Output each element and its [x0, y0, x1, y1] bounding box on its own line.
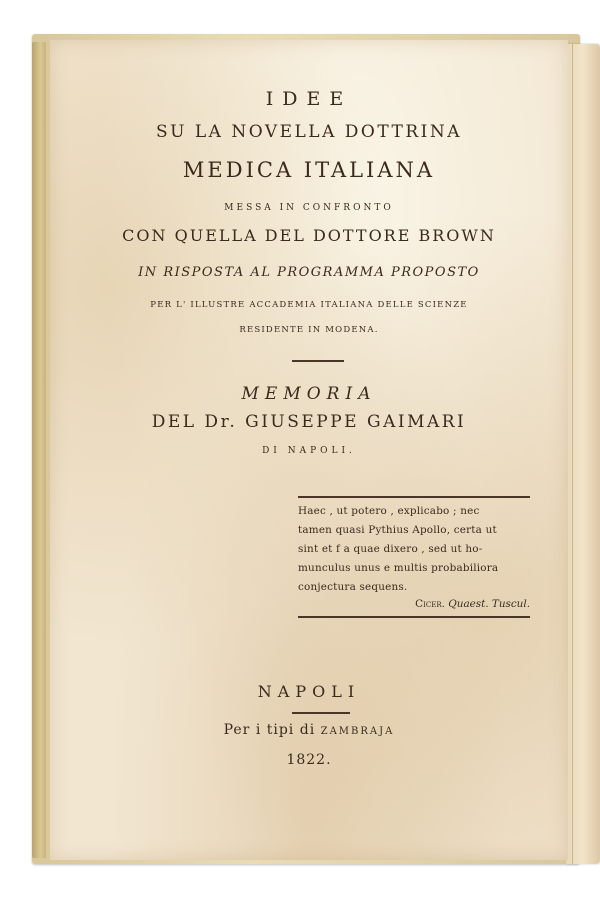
author-line: DEL Dr. GIUSEPPE GAIMARI: [151, 412, 467, 432]
imprint-rule: [292, 712, 350, 714]
title-line-2: SU LA NOVELLA DOTTRINA: [155, 122, 463, 142]
title-line-6: IN RISPOSTA AL PROGRAMMA PROPOSTO: [138, 265, 480, 280]
epigraph-line: Haec , ut potero , explicabo ; nec: [298, 505, 480, 517]
imprint-city: NAPOLI: [257, 682, 361, 701]
divider-rule: [292, 360, 344, 362]
epigraph-source-work: Quaest. Tuscul.: [448, 598, 530, 610]
imprint-printer-prefix: Per i tipi di: [223, 722, 316, 738]
epigraph-source: [298, 598, 530, 610]
epigraph-line: munculus unus e multis probabiliora: [298, 562, 499, 574]
title-page: [50, 40, 568, 860]
book-spine-edge: [32, 42, 46, 858]
epigraph-line: conjectura sequens.: [298, 581, 408, 593]
imprint-printer-name: ZAMBRAJA: [320, 726, 395, 737]
title-line-5: CON QUELLA DEL DOTTORE BROWN: [122, 226, 496, 245]
epigraph-line: sint et f a quae dixero , sed ut ho-: [298, 543, 483, 555]
imprint-year: 1822.: [286, 752, 332, 768]
title-line-1: IDEE: [265, 88, 353, 110]
epigraph-bottom-rule: [298, 616, 530, 618]
imprint-printer: [50, 722, 568, 738]
title-line-3: MEDICA ITALIANA: [182, 158, 436, 182]
author-place: DI NAPOLI.: [262, 446, 356, 456]
memoria-heading: MEMORIA: [241, 384, 377, 404]
book: [32, 34, 592, 866]
title-line-8: RESIDENTE IN MODENA.: [239, 325, 379, 335]
title-line-4: MESSA IN CONFRONTO: [224, 203, 394, 213]
epigraph-line: tamen quasi Pythius Apollo, certa ut: [298, 524, 497, 536]
page-edges: [566, 44, 600, 864]
title-line-7: PER L' ILLUSTRE ACCADEMIA ITALIANA DELLE SCIENZE: [150, 300, 468, 310]
epigraph-source-author: Cicer.: [415, 598, 445, 610]
epigraph: [298, 496, 530, 618]
epigraph-top-rule: [298, 496, 530, 498]
